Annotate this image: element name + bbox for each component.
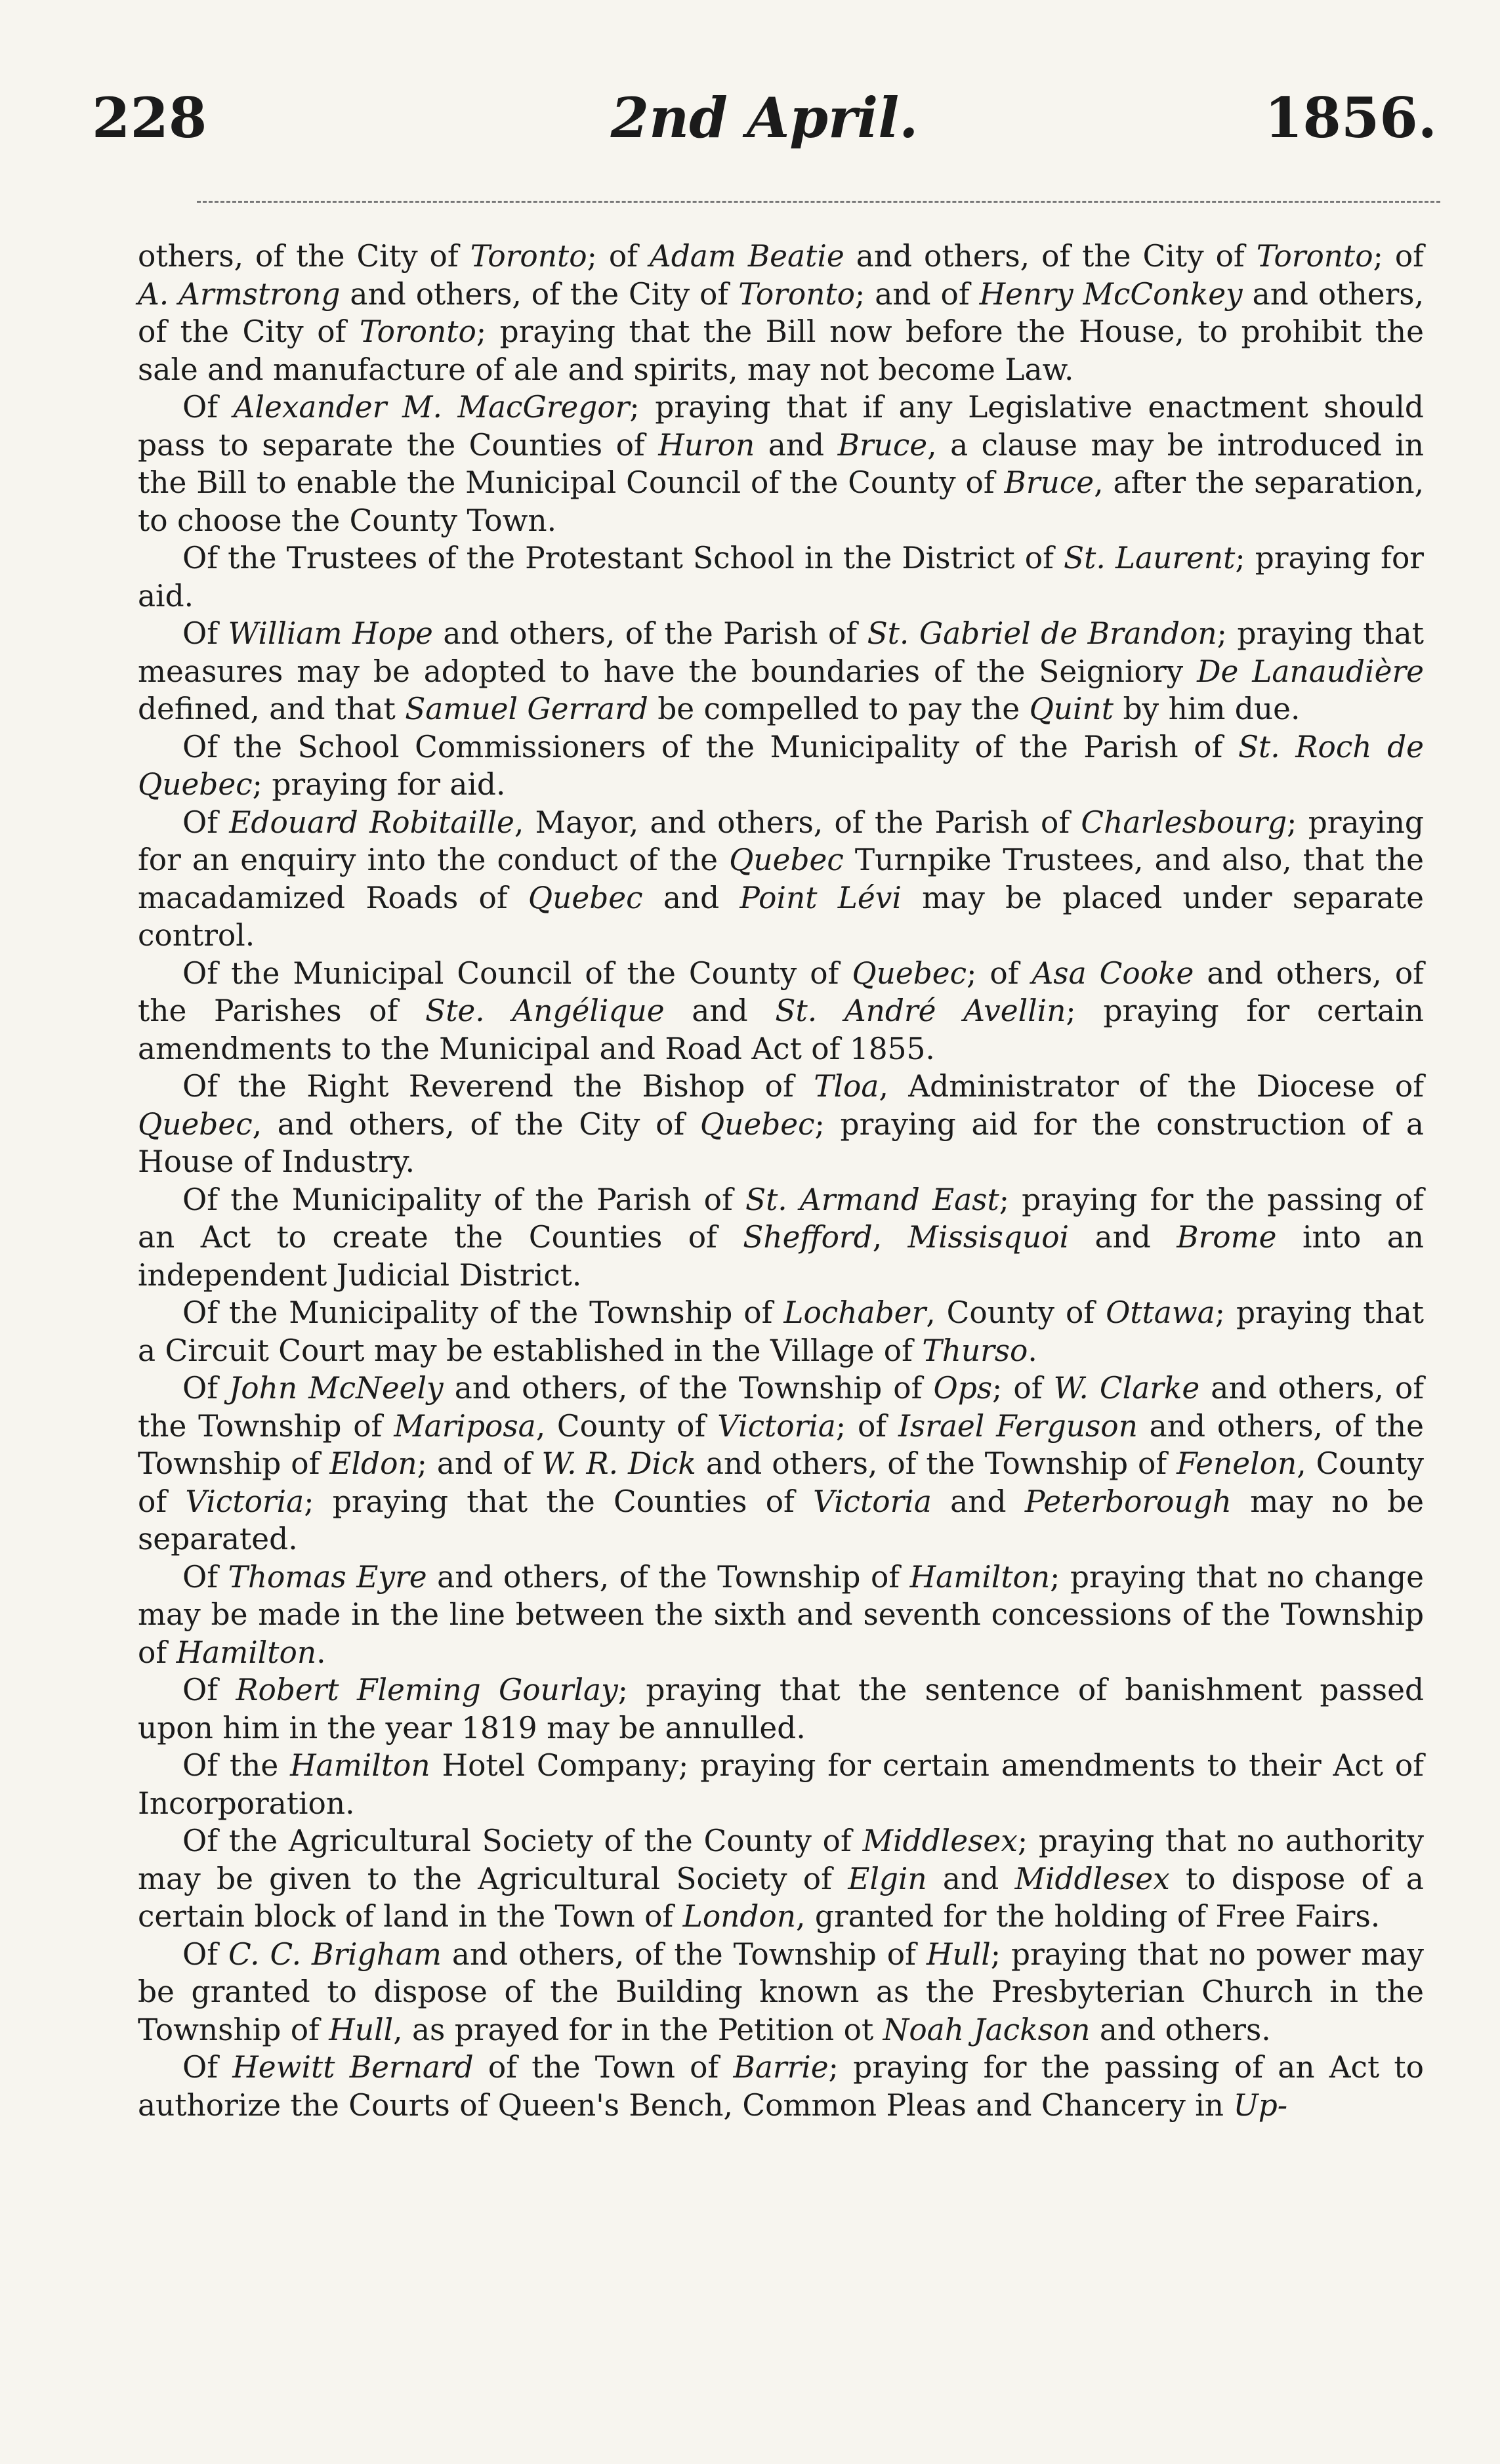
italic-name: Brome [1177, 1220, 1277, 1255]
petition-paragraph [138, 1181, 1424, 1295]
text-run: and others, of the Parish of [432, 616, 867, 651]
italic-name: Samuel Gerrard [405, 692, 648, 726]
text-run: Of the Right Reverend the Bishop of [182, 1069, 814, 1104]
petition-paragraph [138, 238, 1424, 388]
text-run: and [664, 993, 776, 1028]
petition-paragraph [138, 615, 1424, 728]
italic-name: Elgin [848, 1861, 927, 1896]
italic-name: Victoria [813, 1484, 932, 1519]
petition-paragraph [138, 1671, 1424, 1747]
petition-paragraph [138, 1936, 1424, 2049]
italic-name: Toronto [359, 314, 476, 349]
italic-name: Toronto [738, 276, 856, 312]
text-run: others, of the City of [138, 239, 470, 274]
italic-name: Fenelon [1177, 1446, 1297, 1481]
text-run: Of the Trustees of the Protestant School in the District of [182, 541, 1064, 575]
italic-name: Edouard Robitaille [229, 804, 514, 840]
italic-name: Quebec [699, 1106, 815, 1142]
text-run: ; of [967, 955, 1032, 991]
text-run: ; of [1373, 239, 1424, 274]
italic-name: Hamilton [909, 1559, 1051, 1595]
italic-name: St. Laurent [1064, 541, 1236, 575]
text-run: ; praying for the passing of an Act to authorize the Courts of Queen's Bench, Common Pleas and Chancery in [138, 2050, 1424, 2123]
italic-name: Alexander M. MacGregor [233, 390, 630, 425]
text-run: Of [182, 1559, 228, 1595]
italic-name: Thurso [922, 1333, 1028, 1368]
running-title: 2nd April. [610, 85, 919, 150]
text-run: Of the [182, 1748, 291, 1783]
text-run: to dispose of a certain block of land in the Town of [138, 1861, 1424, 1934]
italic-name: Quint [1029, 692, 1114, 726]
text-run: Of [182, 616, 228, 651]
italic-name: Ste. Angélique [425, 993, 665, 1028]
italic-name: Thomas Eyre [228, 1559, 427, 1595]
text-run: Of the Municipality of the Parish of [182, 1182, 745, 1217]
text-run: and others, of the Township of [138, 1408, 1425, 1481]
italic-name: William Hope [228, 616, 433, 651]
petition-paragraph [138, 388, 1424, 539]
italic-name: Barrie [733, 2050, 829, 2085]
text-run: , after the separation, to choose the County Town. [138, 465, 1424, 538]
text-run: Hotel Company; praying for certain amendments to their Act of Incorporation. [138, 1748, 1424, 1821]
italic-name: London [682, 1899, 796, 1934]
italic-name: Quebec [138, 1106, 253, 1142]
italic-name: W. Clarke [1053, 1371, 1200, 1406]
text-run: Turnpike Trustees, and also, that the macadamized Roads of [138, 843, 1424, 915]
petition-paragraph [138, 1294, 1424, 1369]
italic-name: Adam Beatie [649, 239, 844, 274]
petitions-text [138, 238, 1424, 2124]
italic-name: Middlesex [1014, 1861, 1170, 1896]
text-run: ; praying that the Bill now before the House, to prohibit the sale and manufacture of ale and spirits, may not become Law. [138, 314, 1424, 387]
italic-name: Peterborough [1024, 1484, 1232, 1519]
italic-name: Hewitt Bernard [232, 2050, 474, 2085]
text-run: and [755, 427, 838, 463]
text-run: be compelled to pay the [648, 692, 1030, 726]
italic-name: Huron [658, 427, 755, 463]
text-run: ; praying for an enquiry into the conduct of the [138, 804, 1424, 877]
text-run: defined, and that [138, 692, 406, 726]
text-run: and others, of the Township of [443, 1371, 934, 1406]
text-run: , a clause may be introduced in the Bill to enable the Municipal Council of the County of [138, 427, 1424, 500]
text-run: ; praying aid for the construction of a House of Industry. [138, 1106, 1424, 1179]
italic-name: Hamilton [176, 1635, 317, 1670]
italic-name: John McNeely [229, 1371, 444, 1406]
text-run: , Administrator of the Diocese of [879, 1069, 1424, 1104]
text-run: Of the Municipality of the Township of [182, 1295, 784, 1330]
italic-name: Hull [329, 2012, 394, 2047]
text-run: ; of [587, 239, 650, 274]
text-run: Of [182, 804, 230, 840]
text-run: ; praying that the sentence of banishment passed upon him in the year 1819 may be annulled. [138, 1673, 1424, 1745]
italic-name: Bruce [837, 427, 928, 463]
italic-name: Noah Jackson [883, 2012, 1091, 2047]
petition-paragraph [138, 539, 1424, 615]
italic-name: Bruce [1004, 465, 1094, 500]
page-number: 228 [92, 85, 207, 150]
text-run: and others, of the Township of [441, 1936, 927, 1972]
text-run: Of the Agricultural Society of the County of [182, 1824, 863, 1858]
petition-paragraph [138, 2049, 1424, 2124]
text-run: . [1028, 1333, 1037, 1368]
text-run: ; and of [855, 276, 980, 312]
text-run: ; praying that no authority may be given to the Agricultural Society of [138, 1824, 1424, 1896]
italic-name: Point Lévi [740, 880, 902, 915]
text-run: ; praying for the passing of an Act to create the Counties of [138, 1182, 1424, 1255]
text-run: ; praying that measures may be adopted to have the boundaries of the Seigniory [138, 616, 1424, 689]
text-run: ; praying that no change may be made in the line between the sixth and seventh concessions of the Township of [138, 1559, 1424, 1670]
text-run: , County of [138, 1446, 1425, 1519]
petition-paragraph [138, 1822, 1424, 1936]
italic-name: A. Armstrong [138, 276, 341, 312]
text-run: and others. [1090, 2012, 1271, 2047]
italic-name: Henry McConkey [979, 276, 1243, 312]
petition-paragraph [138, 1747, 1424, 1822]
italic-name: Mariposa [394, 1408, 536, 1444]
text-run: and [931, 1484, 1025, 1519]
italic-name: W. R. Dick [541, 1446, 696, 1481]
petition-paragraph [138, 1369, 1424, 1558]
italic-name: Middlesex [862, 1824, 1018, 1858]
text-run: of the Town of [473, 2050, 734, 2085]
text-run: Of [182, 1371, 230, 1406]
text-run: Of [182, 390, 234, 425]
text-run: and [927, 1861, 1015, 1896]
text-run: ; praying that no power may be granted to dispose of the Building known as the Presbyterian Church in the Township of [138, 1936, 1424, 2047]
text-run: Of [182, 1673, 236, 1707]
text-run: Of the School Commissioners of the Municipality of the Parish of [182, 729, 1238, 764]
italic-name: Quebec [852, 955, 967, 991]
text-run: ; praying for certain amendments to the Municipal and Road Act of 1855. [138, 993, 1424, 1066]
text-run: ; of [835, 1408, 898, 1444]
text-run: into an independent Judicial District. [138, 1220, 1424, 1293]
text-run: ; and of [417, 1446, 542, 1481]
italic-name: Toronto [470, 239, 587, 274]
italic-name: Asa Cooke [1031, 955, 1194, 991]
text-run: ; praying for aid. [252, 767, 506, 802]
text-run: by him due. [1114, 692, 1301, 726]
italic-name: Victoria [717, 1408, 836, 1444]
italic-name: Hull [926, 1936, 991, 1972]
text-run: Of [182, 2050, 233, 2085]
petition-paragraph [138, 1558, 1424, 1672]
text-run: and [1069, 1220, 1177, 1255]
italic-name: St. Armand East [745, 1182, 999, 1217]
petition-paragraph [138, 955, 1424, 1068]
italic-name: Shefford [743, 1220, 873, 1255]
italic-name: Quebec [528, 880, 643, 915]
petition-paragraph [138, 1068, 1424, 1181]
italic-name: Up- [1233, 2087, 1288, 2123]
text-run: and others, of the Township of [138, 1371, 1425, 1444]
text-run: ; praying that if any Legislative enactment should pass to separate the Counties of [138, 390, 1424, 463]
text-run: Of the Municipal Council of the County of [182, 955, 852, 991]
text-run: , County of [926, 1295, 1106, 1330]
text-run: and others, of the Township of [696, 1446, 1177, 1481]
italic-name: Victoria [185, 1484, 304, 1519]
italic-name: Eldon [329, 1446, 417, 1481]
italic-name: Robert Fleming Gourlay [236, 1673, 618, 1707]
text-run: , as prayed for in the Petition ot [393, 2012, 883, 2047]
text-run: Of [182, 1936, 228, 1972]
italic-name: C. C. Brigham [228, 1936, 442, 1972]
italic-name: Israel Ferguson [898, 1408, 1138, 1444]
text-run: and others, of the City of [138, 276, 1424, 349]
text-run: , County of [535, 1408, 718, 1444]
italic-name: Ottawa [1106, 1295, 1215, 1330]
text-run: and others, of the Parishes of [138, 955, 1424, 1028]
text-run: and [642, 880, 740, 915]
italic-name: Hamilton [290, 1748, 430, 1783]
italic-name: De Lanaudière [1197, 654, 1424, 689]
italic-name: St. André Avellin [775, 993, 1066, 1028]
header-rule [197, 201, 1440, 203]
text-run: , Mayor, and others, of the Parish of [514, 804, 1081, 840]
text-run: ; praying for aid. [138, 541, 1424, 614]
text-run: ; praying that the Counties of [304, 1484, 814, 1519]
page-header [92, 85, 1437, 164]
text-run: , [872, 1220, 908, 1255]
italic-name: Lochaber [783, 1295, 927, 1330]
text-run: and others, of the City of [340, 276, 739, 312]
italic-name: St. Gabriel de Brandon [867, 616, 1217, 651]
text-run: , granted for the holding of Free Fairs. [796, 1899, 1381, 1934]
text-run: . [316, 1635, 326, 1670]
text-run: , and others, of the City of [252, 1106, 700, 1142]
petition-paragraph [138, 728, 1424, 804]
text-run: and others, of the Township of [427, 1559, 910, 1595]
petition-paragraph [138, 804, 1424, 955]
text-run: ; of [992, 1371, 1054, 1406]
page-year: 1856. [1264, 85, 1437, 150]
text-run: ; praying that a Circuit Court may be established in the Village of [138, 1295, 1424, 1368]
text-run: and others, of the City of [844, 239, 1257, 274]
italic-name: St. Roch de Quebec [138, 729, 1424, 802]
italic-name: Tloa [814, 1069, 879, 1104]
italic-name: Charlesbourg [1081, 804, 1287, 840]
italic-name: Toronto [1256, 239, 1373, 274]
italic-name: Ops [933, 1371, 993, 1406]
italic-name: Missisquoi [907, 1220, 1070, 1255]
text-run: may no be separated. [138, 1484, 1424, 1556]
text-run: may be placed under separate control. [138, 880, 1425, 953]
italic-name: Quebec [729, 843, 844, 877]
